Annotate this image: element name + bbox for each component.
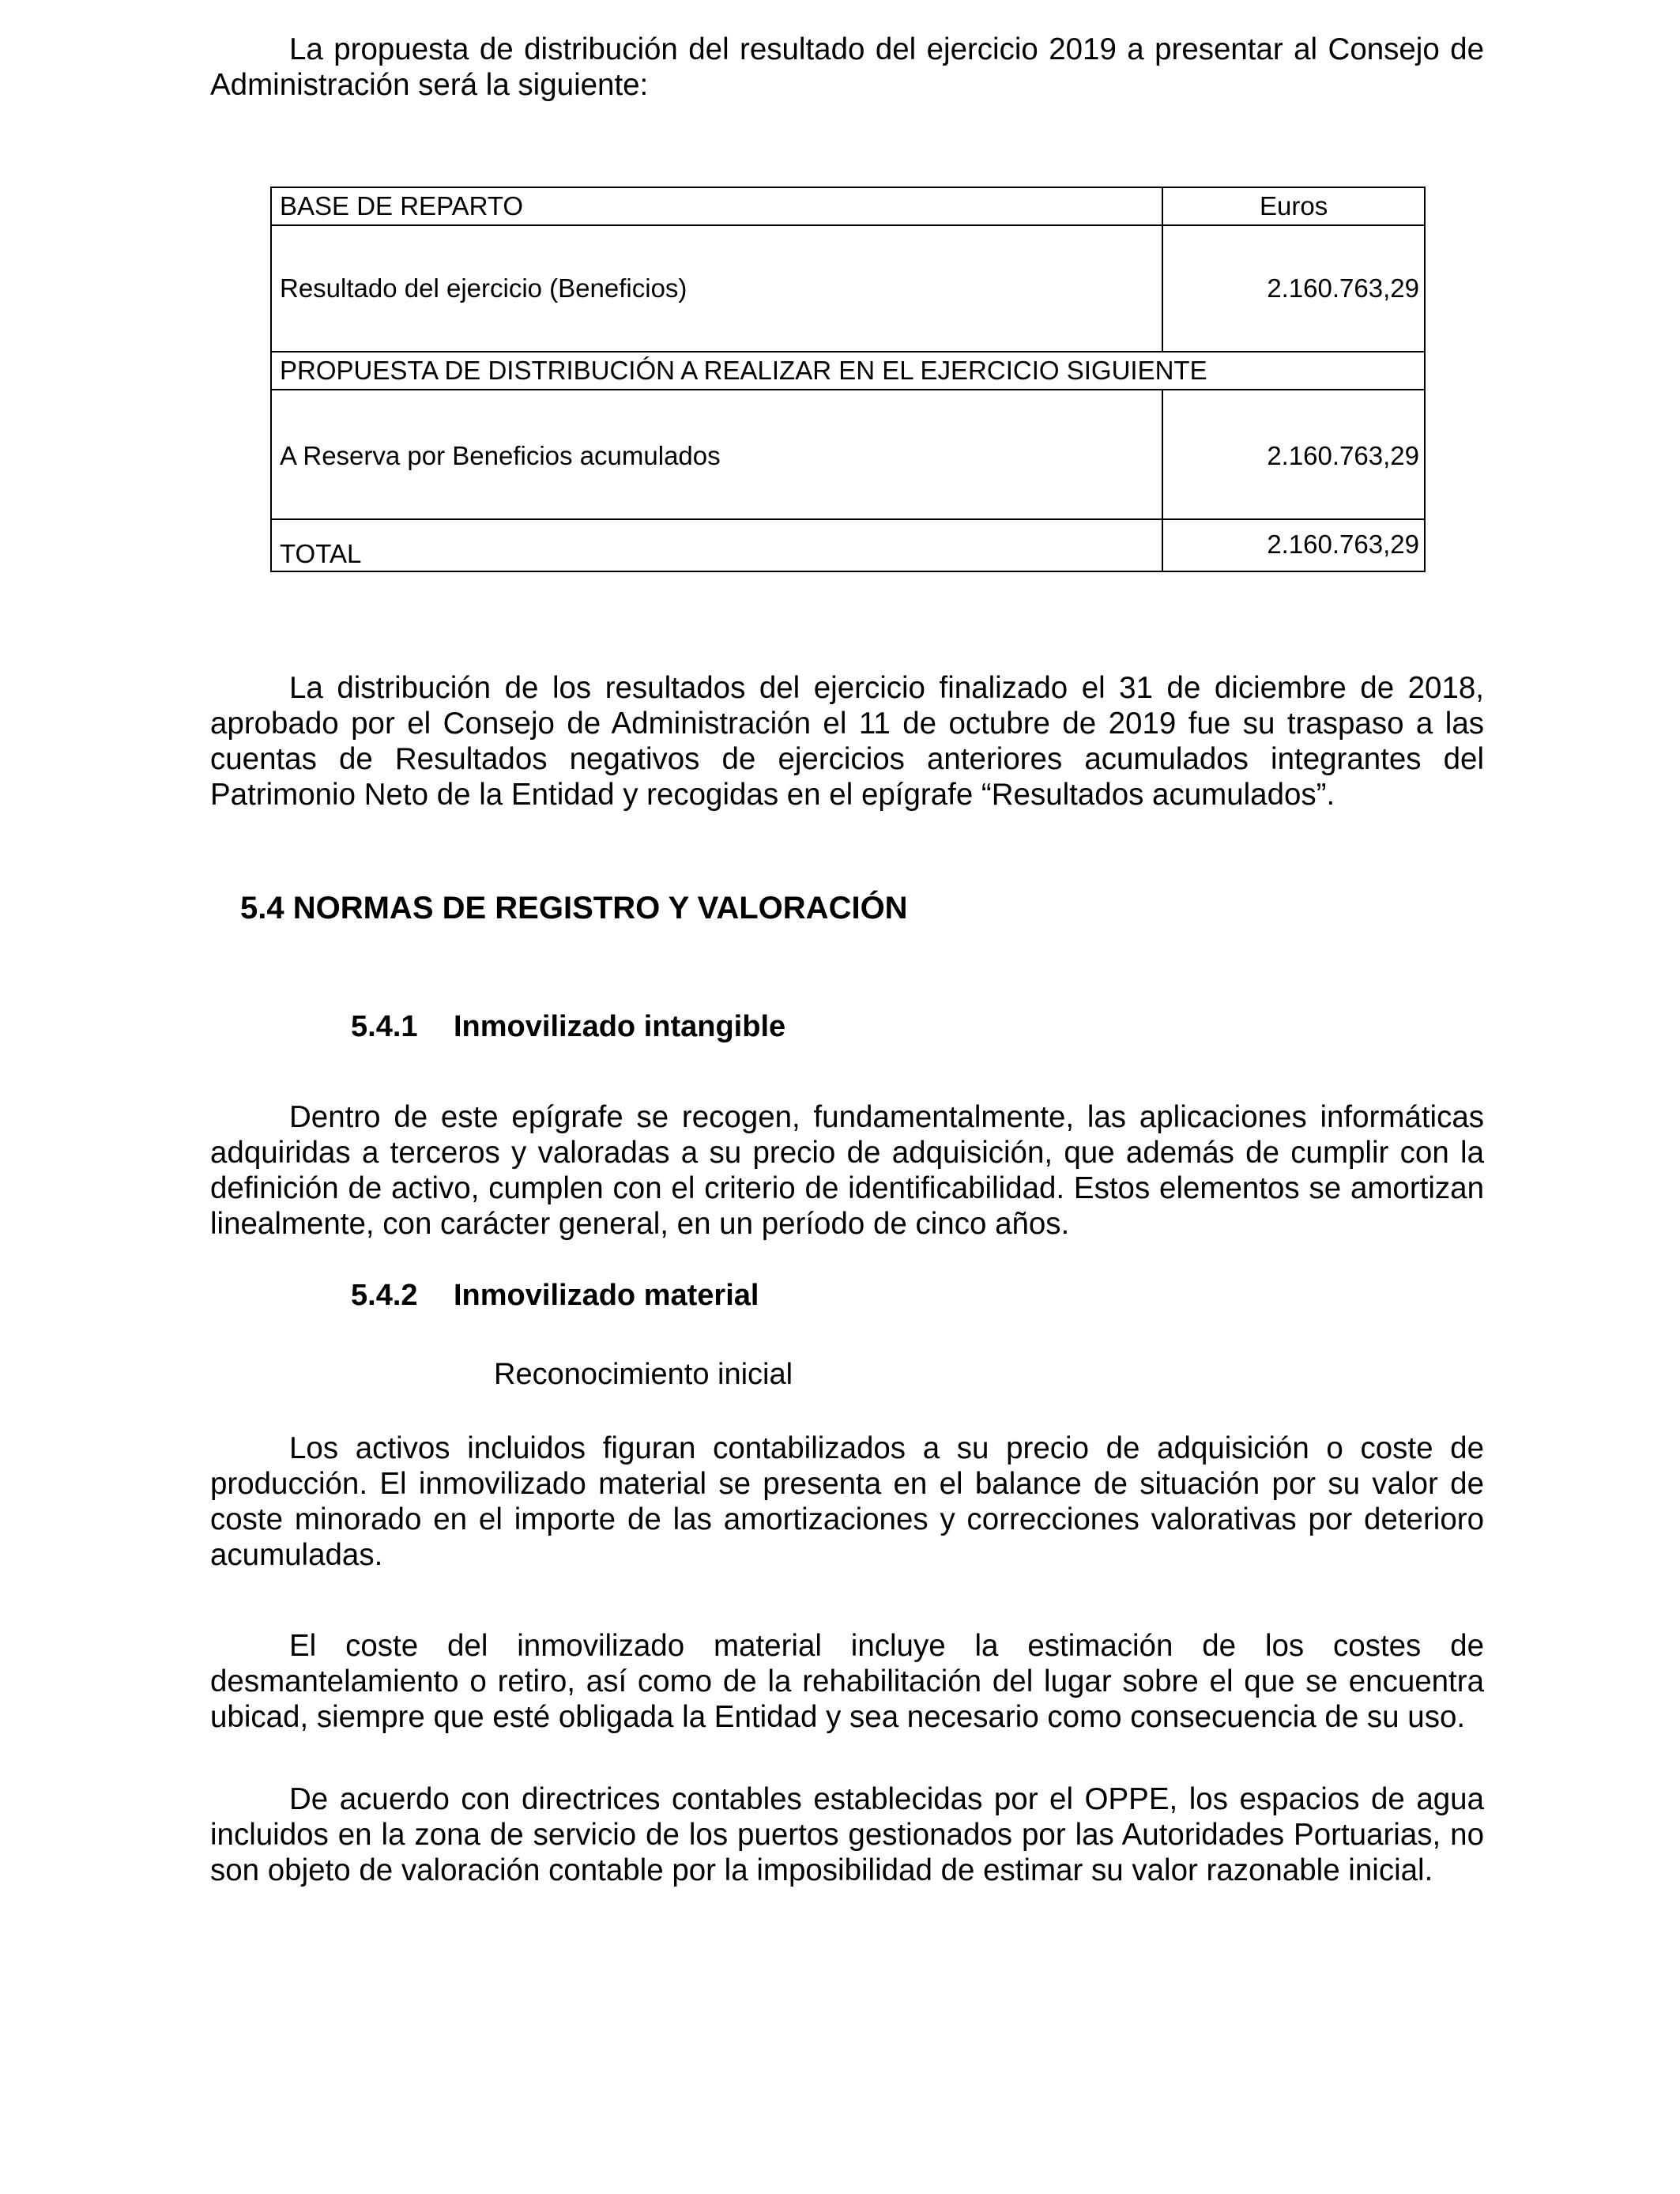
intro-paragraph: La propuesta de distribución del resultado del ejercicio 2019 a presentar al Consejo de Administración será la siguiente: (210, 32, 1484, 102)
total-label: TOTAL (280, 539, 362, 568)
reserve-value: 2.160.763,29 (1267, 441, 1419, 470)
table-rule (272, 224, 1424, 226)
table-rule (272, 351, 1424, 352)
distribution-table (270, 187, 1426, 572)
total-value: 2.160.763,29 (1267, 530, 1419, 559)
section-title: 5.4 NORMAS DE REGISTRO Y VALORACIÓN (240, 891, 908, 925)
subsection-number: 5.4.2 (351, 1279, 418, 1312)
minor-heading: Reconocimiento inicial (494, 1358, 793, 1391)
material-paragraph-2: El coste del inmovilizado material incluye la estimación de los costes de desmantelamiento o retiro, así como de la rehabilitación del lugar sobre el que se encuentra ubicad, siempre que esté obligada la Entidad y sea necesario como consecuencia de su uso. (210, 1629, 1484, 1734)
subsection-heading-intangible (351, 1010, 785, 1044)
reserve-label: A Reserva por Beneficios acumulados (280, 441, 721, 470)
table-rule (272, 389, 1424, 390)
material-paragraph-1: Los activos incluidos figuran contabilizados a su precio de adquisición o coste de producción. El inmovilizado material se presenta en el balance de situación por su valor de coste minorado en el importe de las amortizaciones y correcciones valorativas por deterioro acumuladas. (210, 1431, 1484, 1572)
subsection-heading-material (351, 1279, 759, 1313)
material-paragraph-3: De acuerdo con directrices contables establecidas por el OPPE, los espacios de agua incluidos en la zona de servicio de los puertos gestionados por las Autoridades Portuarias, no son objeto de valoración contable por la imposibilidad de estimar su valor razonable inicial. (210, 1782, 1484, 1887)
subsection-number: 5.4.1 (351, 1010, 418, 1043)
currency-header: Euros (1260, 191, 1328, 221)
table-column-divider (1162, 188, 1163, 351)
table-column-divider (1162, 389, 1163, 572)
result-label: Resultado del ejercicio (Beneficios) (280, 273, 687, 303)
base-header: BASE DE REPARTO (280, 191, 524, 221)
distribution-2018-paragraph: La distribución de los resultados del ejercicio finalizado el 31 de diciembre de 2018, aprobado por el Consejo de Administración el 11 de octubre de 2019 fue su traspaso a las cuentas de Resultados negativos de ejercicios anteriores acumulados integrantes del Patrimonio Neto de la Entidad y recogidas en el epígrafe “Resultados acumulados”. (210, 671, 1484, 812)
intangible-paragraph: Dentro de este epígrafe se recogen, fundamentalmente, las aplicaciones informáticas adquiridas a terceros y valoradas a su precio de adquisición, que además de cumplir con la definición de activo, cumplen con el criterio de identificabilidad. Estos elementos se amortizan linealmente, con carácter general, en un período de cinco años. (210, 1100, 1484, 1241)
subsection-title: Inmovilizado intangible (454, 1010, 786, 1043)
subsection-title: Inmovilizado material (454, 1279, 759, 1312)
proposal-header: PROPUESTA DE DISTRIBUCIÓN A REALIZAR EN EL EJERCICIO SIGUIENTE (280, 356, 1207, 385)
table-rule (272, 518, 1424, 520)
result-value: 2.160.763,29 (1267, 273, 1419, 303)
